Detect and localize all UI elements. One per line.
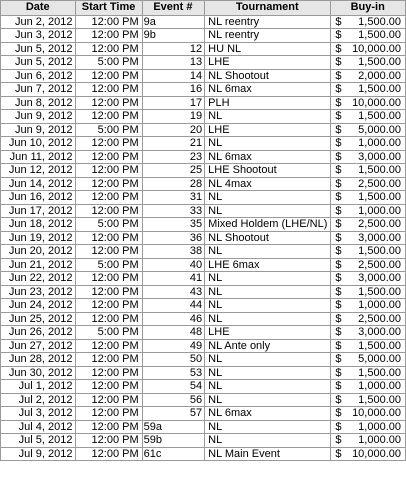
cell-date[interactable]: Jun 5, 2012	[1, 42, 76, 56]
cell-buyin-amount[interactable]: 3,000.00	[349, 272, 406, 286]
cell-buyin-amount[interactable]: 10,000.00	[349, 447, 406, 461]
cell-start-time[interactable]: 12:00 PM	[76, 96, 142, 110]
cell-currency[interactable]: $	[331, 258, 349, 272]
cell-buyin-amount[interactable]: 1,500.00	[349, 285, 406, 299]
cell-buyin-amount[interactable]: 3,000.00	[349, 150, 406, 164]
cell-buyin-amount[interactable]: 10,000.00	[349, 407, 406, 421]
cell-tournament[interactable]: LHE	[205, 326, 331, 340]
cell-date[interactable]: Jun 23, 2012	[1, 285, 76, 299]
cell-date[interactable]: Jun 16, 2012	[1, 191, 76, 205]
cell-start-time[interactable]: 12:00 PM	[76, 393, 142, 407]
cell-tournament[interactable]: NL Shootout	[205, 69, 331, 83]
cell-start-time[interactable]: 12:00 PM	[76, 69, 142, 83]
cell-buyin-amount[interactable]: 10,000.00	[349, 96, 406, 110]
cell-currency[interactable]: $	[331, 150, 349, 164]
table-row	[1, 326, 406, 340]
cell-date[interactable]: Jun 12, 2012	[1, 164, 76, 178]
cell-currency[interactable]: $	[331, 69, 349, 83]
cell-buyin-amount[interactable]: 1,000.00	[349, 380, 406, 394]
cell-event-number[interactable]: 36	[142, 231, 205, 245]
header-event-number[interactable]: Event #	[142, 1, 205, 16]
cell-tournament[interactable]: NL Main Event	[205, 447, 331, 461]
table-row	[1, 96, 406, 110]
cell-tournament[interactable]: LHE	[205, 56, 331, 70]
cell-event-number[interactable]: 56	[142, 393, 205, 407]
cell-tournament[interactable]: LHE Shootout	[205, 164, 331, 178]
cell-start-time[interactable]: 5:00 PM	[76, 218, 142, 232]
cell-currency[interactable]: $	[331, 393, 349, 407]
table-row	[1, 83, 406, 97]
cell-tournament[interactable]: NL	[205, 353, 331, 367]
cell-tournament[interactable]: NL	[205, 191, 331, 205]
cell-buyin-amount[interactable]: 2,500.00	[349, 312, 406, 326]
table-row	[1, 29, 406, 43]
cell-start-time[interactable]: 12:00 PM	[76, 191, 142, 205]
cell-event-number[interactable]: 12	[142, 42, 205, 56]
cell-event-number[interactable]: 9a	[142, 15, 205, 29]
cell-start-time[interactable]: 12:00 PM	[76, 164, 142, 178]
cell-date[interactable]: Jun 5, 2012	[1, 56, 76, 70]
cell-buyin-amount[interactable]: 1,500.00	[349, 83, 406, 97]
table-row	[1, 272, 406, 286]
table-row	[1, 110, 406, 124]
cell-currency[interactable]: $	[331, 420, 349, 434]
table-row	[1, 56, 406, 70]
table-row	[1, 353, 406, 367]
cell-event-number[interactable]: 13	[142, 56, 205, 70]
cell-date[interactable]: Jun 7, 2012	[1, 83, 76, 97]
cell-buyin-amount[interactable]: 5,000.00	[349, 123, 406, 137]
table-row	[1, 366, 406, 380]
cell-tournament[interactable]: NL	[205, 380, 331, 394]
cell-currency[interactable]: $	[331, 326, 349, 340]
table-row	[1, 15, 406, 29]
cell-date[interactable]: Jun 26, 2012	[1, 326, 76, 340]
cell-tournament[interactable]: NL	[205, 245, 331, 259]
cell-currency[interactable]: $	[331, 434, 349, 448]
table-row	[1, 447, 406, 461]
cell-start-time[interactable]: 12:00 PM	[76, 245, 142, 259]
cell-buyin-amount[interactable]: 1,000.00	[349, 299, 406, 313]
cell-tournament[interactable]: NL	[205, 420, 331, 434]
cell-date[interactable]: Jun 18, 2012	[1, 218, 76, 232]
cell-tournament[interactable]: NL	[205, 312, 331, 326]
cell-date[interactable]: Jun 20, 2012	[1, 245, 76, 259]
cell-start-time[interactable]: 12:00 PM	[76, 299, 142, 313]
cell-buyin-amount[interactable]: 1,000.00	[349, 434, 406, 448]
cell-event-number[interactable]: 48	[142, 326, 205, 340]
cell-buyin-amount[interactable]: 2,500.00	[349, 218, 406, 232]
cell-start-time[interactable]: 12:00 PM	[76, 353, 142, 367]
cell-tournament[interactable]: NL reentry	[205, 15, 331, 29]
cell-tournament[interactable]: NL Shootout	[205, 231, 331, 245]
cell-buyin-amount[interactable]: 1,000.00	[349, 204, 406, 218]
cell-start-time[interactable]	[76, 29, 142, 43]
cell-buyin-amount[interactable]: 1,500.00	[349, 29, 406, 43]
cell-event-number[interactable]: 23	[142, 150, 205, 164]
cell-event-number[interactable]: 44	[142, 299, 205, 313]
cell-tournament[interactable]: NL	[205, 366, 331, 380]
table-row	[1, 150, 406, 164]
cell-tournament[interactable]: NL	[205, 137, 331, 151]
cell-buyin-amount[interactable]: 1,500.00	[349, 110, 406, 124]
cell-start-time[interactable]: 5:00 PM	[76, 258, 142, 272]
cell-event-number[interactable]: 50	[142, 353, 205, 367]
cell-start-time[interactable]: 12:00 PM	[76, 312, 142, 326]
cell-currency[interactable]: $	[331, 191, 349, 205]
table-row	[1, 380, 406, 394]
cell-event-number[interactable]: 46	[142, 312, 205, 326]
cell-buyin-amount[interactable]: 1,500.00	[349, 56, 406, 70]
cell-buyin-amount[interactable]: 1,000.00	[349, 137, 406, 151]
cell-date[interactable]: Jun 8, 2012	[1, 96, 76, 110]
cell-tournament[interactable]: Mixed Holdem (LHE/NL)	[205, 218, 331, 232]
cell-start-time[interactable]: 5:00 PM	[76, 56, 142, 70]
cell-event-number[interactable]: 54	[142, 380, 205, 394]
cell-buyin-amount[interactable]: 1,500.00	[349, 245, 406, 259]
cell-currency[interactable]: $	[331, 407, 349, 421]
cell-buyin-amount[interactable]: 1,500.00	[349, 339, 406, 353]
cell-currency[interactable]: $	[331, 272, 349, 286]
cell-buyin-amount[interactable]: 2,500.00	[349, 177, 406, 191]
cell-tournament[interactable]: NL reentry	[205, 29, 331, 43]
table-row	[1, 123, 406, 137]
cell-start-time[interactable]: 12:00 PM	[76, 231, 142, 245]
cell-currency[interactable]: $	[331, 231, 349, 245]
cell-event-number[interactable]: 57	[142, 407, 205, 421]
cell-start-time[interactable]	[76, 420, 142, 434]
cell-start-time[interactable]: 12:00 PM	[76, 272, 142, 286]
cell-currency[interactable]: $	[331, 164, 349, 178]
cell-currency[interactable]: $	[331, 218, 349, 232]
cell-event-number[interactable]: 14	[142, 69, 205, 83]
cell-currency[interactable]: $	[331, 29, 349, 43]
cell-date[interactable]: Jun 9, 2012	[1, 110, 76, 124]
cell-buyin-amount[interactable]: 5,000.00	[349, 353, 406, 367]
cell-event-number[interactable]: 59a	[142, 420, 205, 434]
cell-tournament[interactable]: NL	[205, 110, 331, 124]
header-start-time[interactable]: Start Time	[76, 1, 142, 16]
cell-date[interactable]: Jul 4, 2012	[1, 420, 76, 434]
cell-date[interactable]: Jun 24, 2012	[1, 299, 76, 313]
header-tournament[interactable]: Tournament	[205, 1, 331, 16]
cell-start-time[interactable]: 12:00 PM	[76, 177, 142, 191]
cell-currency[interactable]: $	[331, 123, 349, 137]
cell-event-number[interactable]: 21	[142, 137, 205, 151]
cell-currency[interactable]: $	[331, 380, 349, 394]
cell-event-number[interactable]: 61c	[142, 447, 205, 461]
table-row	[1, 339, 406, 353]
cell-date[interactable]: Jun 11, 2012	[1, 150, 76, 164]
cell-start-time[interactable]: 12:00 PM	[76, 204, 142, 218]
table-row	[1, 69, 406, 83]
cell-buyin-amount[interactable]: 2,500.00	[349, 258, 406, 272]
cell-tournament[interactable]: NL	[205, 299, 331, 313]
cell-buyin-amount[interactable]: 1,500.00	[349, 191, 406, 205]
cell-date[interactable]: Jun 28, 2012	[1, 353, 76, 367]
cell-start-time[interactable]: 12:00 PM	[76, 150, 142, 164]
cell-date[interactable]: Jul 1, 2012	[1, 380, 76, 394]
header-buyin[interactable]: Buy-in	[331, 1, 406, 16]
cell-start-time[interactable]: 12:00 PM	[76, 285, 142, 299]
cell-event-number[interactable]: 38	[142, 245, 205, 259]
cell-event-number[interactable]: 53	[142, 366, 205, 380]
cell-start-time[interactable]	[76, 15, 142, 29]
cell-event-number[interactable]: 59b	[142, 434, 205, 448]
header-row	[1, 1, 406, 16]
table-row	[1, 312, 406, 326]
cell-buyin-amount[interactable]: 1,000.00	[349, 420, 406, 434]
cell-currency[interactable]: $	[331, 110, 349, 124]
table-row	[1, 164, 406, 178]
cell-date[interactable]: Jun 6, 2012	[1, 69, 76, 83]
cell-event-number[interactable]: 43	[142, 285, 205, 299]
cell-event-number[interactable]: 16	[142, 83, 205, 97]
header-date[interactable]: Date	[1, 1, 76, 16]
cell-start-time[interactable]	[76, 447, 142, 461]
table-row	[1, 434, 406, 448]
cell-tournament[interactable]: NL 6max	[205, 407, 331, 421]
cell-currency[interactable]: $	[331, 177, 349, 191]
table-row	[1, 420, 406, 434]
cell-tournament[interactable]: NL	[205, 393, 331, 407]
cell-date[interactable]: Jun 25, 2012	[1, 312, 76, 326]
table-row	[1, 137, 406, 151]
cell-start-time-text: 12:00 PM	[91, 447, 139, 460]
cell-buyin-amount[interactable]: 10,000.00	[349, 42, 406, 56]
table-row	[1, 299, 406, 313]
cell-tournament[interactable]: NL 6max	[205, 150, 331, 164]
cell-currency[interactable]: $	[331, 204, 349, 218]
cell-date[interactable]: Jun 27, 2012	[1, 339, 76, 353]
cell-date[interactable]: Jul 3, 2012	[1, 407, 76, 421]
cell-tournament[interactable]: NL 6max	[205, 83, 331, 97]
cell-date[interactable]: Jun 10, 2012	[1, 137, 76, 151]
cell-event-number[interactable]: 25	[142, 164, 205, 178]
cell-date[interactable]: Jun 19, 2012	[1, 231, 76, 245]
table-row	[1, 204, 406, 218]
cell-start-time[interactable]: 12:00 PM	[76, 137, 142, 151]
cell-buyin-amount[interactable]: 1,500.00	[349, 15, 406, 29]
cell-event-number[interactable]: 49	[142, 339, 205, 353]
cell-start-time-text: 12:00 PM	[91, 420, 139, 433]
cell-buyin-amount[interactable]: 3,000.00	[349, 231, 406, 245]
table-row	[1, 218, 406, 232]
cell-tournament[interactable]: NL	[205, 285, 331, 299]
cell-currency[interactable]: $	[331, 285, 349, 299]
cell-start-time[interactable]	[76, 434, 142, 448]
cell-buyin-amount[interactable]: 1,500.00	[349, 366, 406, 380]
cell-buyin-amount[interactable]: 2,000.00	[349, 69, 406, 83]
table-row	[1, 191, 406, 205]
cell-start-time[interactable]: 12:00 PM	[76, 407, 142, 421]
cell-event-number[interactable]: 31	[142, 191, 205, 205]
cell-tournament[interactable]: NL 4max	[205, 177, 331, 191]
cell-date[interactable]: Jul 2, 2012	[1, 393, 76, 407]
cell-start-time[interactable]: 5:00 PM	[76, 326, 142, 340]
cell-tournament[interactable]: NL	[205, 272, 331, 286]
cell-tournament[interactable]: NL Ante only	[205, 339, 331, 353]
cell-currency[interactable]: $	[331, 312, 349, 326]
cell-start-time[interactable]: 12:00 PM	[76, 110, 142, 124]
cell-currency[interactable]: $	[331, 339, 349, 353]
cell-date[interactable]: Jul 5, 2012	[1, 434, 76, 448]
cell-currency[interactable]: $	[331, 353, 349, 367]
cell-date[interactable]: Jun 9, 2012	[1, 123, 76, 137]
cell-event-number[interactable]: 17	[142, 96, 205, 110]
cell-buyin-amount[interactable]: 1,500.00	[349, 393, 406, 407]
cell-event-number[interactable]: 28	[142, 177, 205, 191]
cell-event-number[interactable]: 9b	[142, 29, 205, 43]
cell-start-time[interactable]: 12:00 PM	[76, 339, 142, 353]
cell-date[interactable]: Jun 2, 2012	[1, 15, 76, 29]
table-row	[1, 177, 406, 191]
cell-start-time[interactable]: 12:00 PM	[76, 366, 142, 380]
cell-event-number[interactable]: 40	[142, 258, 205, 272]
cell-currency[interactable]: $	[331, 299, 349, 313]
cell-event-number[interactable]: 19	[142, 110, 205, 124]
cell-tournament[interactable]: NL	[205, 434, 331, 448]
cell-tournament[interactable]: PLH	[205, 96, 331, 110]
table-row	[1, 258, 406, 272]
cell-event-number[interactable]: 35	[142, 218, 205, 232]
cell-currency[interactable]: $	[331, 15, 349, 29]
cell-date[interactable]: Jun 30, 2012	[1, 366, 76, 380]
table-row	[1, 245, 406, 259]
cell-date[interactable]: Jul 9, 2012	[1, 447, 76, 461]
cell-event-number[interactable]: 41	[142, 272, 205, 286]
cell-date[interactable]: Jun 17, 2012	[1, 204, 76, 218]
cell-currency[interactable]: $	[331, 447, 349, 461]
cell-date[interactable]: Jun 21, 2012	[1, 258, 76, 272]
table-row	[1, 42, 406, 56]
cell-currency[interactable]: $	[331, 366, 349, 380]
cell-event-number[interactable]: 33	[142, 204, 205, 218]
table-row	[1, 285, 406, 299]
cell-start-time[interactable]: 12:00 PM	[76, 83, 142, 97]
cell-date[interactable]: Jun 3, 2012	[1, 29, 76, 43]
cell-start-time-text: 12:00 PM	[91, 29, 139, 41]
cell-tournament[interactable]: LHE 6max	[205, 258, 331, 272]
cell-date[interactable]: Jun 14, 2012	[1, 177, 76, 191]
cell-buyin-amount[interactable]: 3,000.00	[349, 326, 406, 340]
cell-currency[interactable]: $	[331, 83, 349, 97]
cell-currency[interactable]: $	[331, 42, 349, 56]
cell-event-number[interactable]: 20	[142, 123, 205, 137]
cell-currency[interactable]: $	[331, 137, 349, 151]
cell-date[interactable]: Jun 22, 2012	[1, 272, 76, 286]
cell-currency[interactable]: $	[331, 96, 349, 110]
cell-currency[interactable]: $	[331, 56, 349, 70]
cell-start-time-text: 12:00 PM	[91, 434, 139, 446]
cell-tournament[interactable]: LHE	[205, 123, 331, 137]
cell-start-time[interactable]: 12:00 PM	[76, 42, 142, 56]
cell-start-time-text: 12:00 PM	[91, 15, 139, 28]
cell-tournament[interactable]: NL	[205, 204, 331, 218]
cell-tournament[interactable]: HU NL	[205, 42, 331, 56]
table-row	[1, 407, 406, 421]
cell-currency[interactable]: $	[331, 245, 349, 259]
table-row	[1, 231, 406, 245]
cell-buyin-amount[interactable]: 1,500.00	[349, 164, 406, 178]
cell-start-time[interactable]: 5:00 PM	[76, 123, 142, 137]
table-row	[1, 393, 406, 407]
cell-start-time[interactable]: 12:00 PM	[76, 380, 142, 394]
